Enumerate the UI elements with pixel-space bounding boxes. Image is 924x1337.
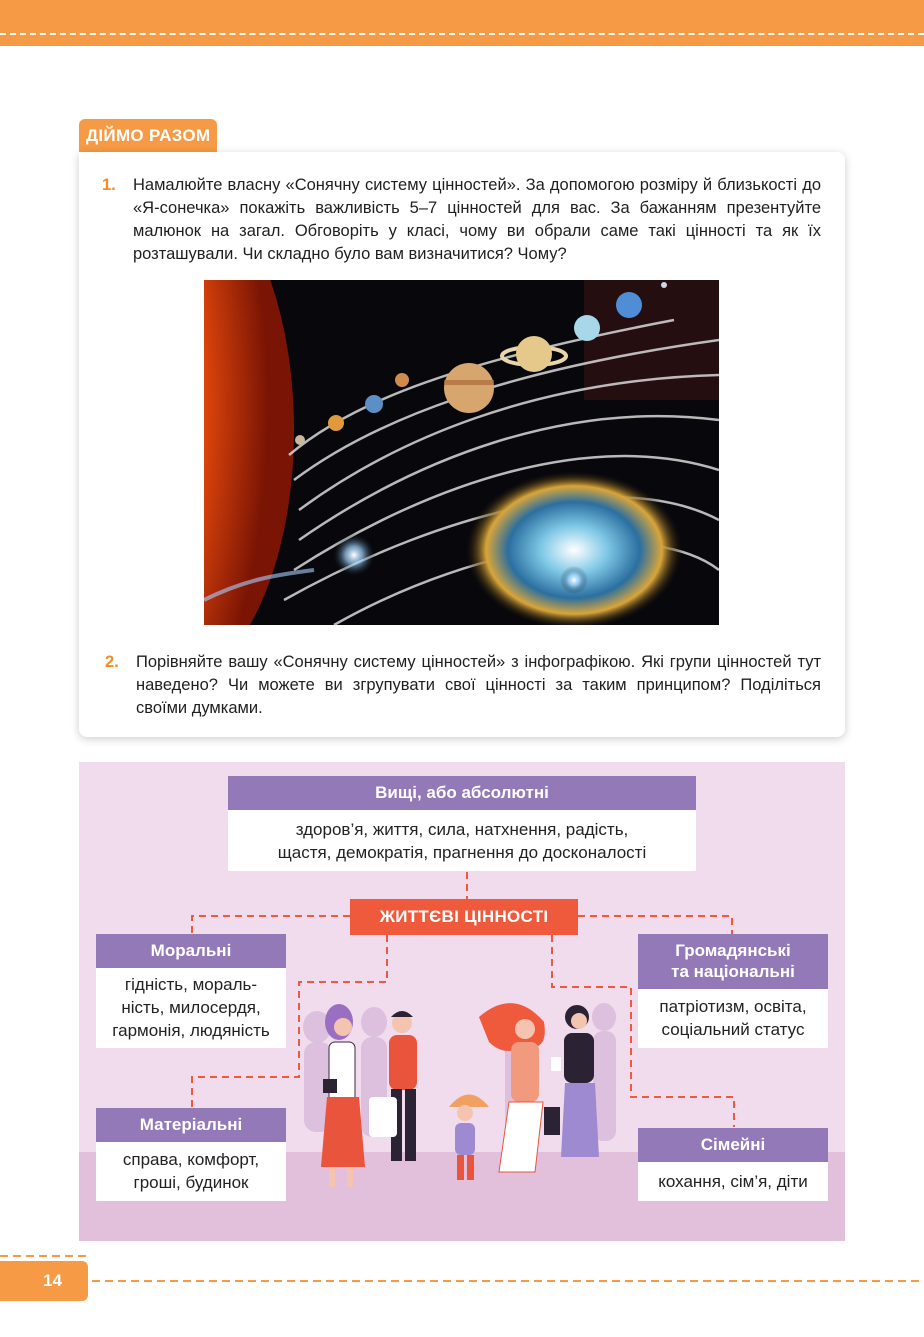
highest-values-line: здоров’я, життя, сила, натхнення, радість, <box>295 820 629 839</box>
task-2-number: 2. <box>105 653 119 671</box>
material-values-line: гроші, будинок <box>133 1173 249 1192</box>
highest-values-title: Вищі, або абсолютні <box>228 776 696 810</box>
material-values-title: Матеріальні <box>96 1108 286 1142</box>
civic-values-line: соціальний статус <box>661 1020 805 1039</box>
moral-values-line: ність, милосердя, <box>121 998 261 1017</box>
task-1-text: Намалюйте власну «Сонячну систему цінностей». За допомогою розміру й близькості до «Я-сонечка» покажіть важливість 5–7 цінностей для вас. За бажанням презентуйте малюнок на загал. Обговоріть у класі, чому ви обрали саме такі цінності та як їх розташували. Чи складно було вам визначитися? Чому? <box>133 176 821 263</box>
moral-values-line: гідність, мораль- <box>124 975 258 994</box>
family-values-line: кохання, сім’я, діти <box>658 1172 808 1191</box>
family-values-title: Сімейні <box>638 1128 828 1162</box>
highest-values-line: щастя, демократія, прагнення до досконалості <box>277 843 647 862</box>
material-values-line: справа, комфорт, <box>122 1150 260 1169</box>
civic-values-title-line: та національні <box>671 962 795 981</box>
page-number: 14 <box>43 1271 62 1290</box>
task-2-text: Порівняйте вашу «Сонячну систему цінностей» з інфографікою. Які групи цінностей тут наведено? Чи можете ви згрупувати свої цінності за таким принципом? Поділіться своїми думками. <box>136 653 821 717</box>
life-values-label: ЖИТТЄВІ ЦІННОСТІ <box>350 899 578 935</box>
civic-values-line: патріотизм, освіта, <box>659 997 807 1016</box>
section-tag: ДІЙМО РАЗОМ <box>79 119 217 153</box>
task-1-number: 1. <box>102 176 116 194</box>
civic-values-title-line: Громадянські <box>675 941 791 960</box>
moral-values-title: Моральні <box>96 934 286 968</box>
moral-values-line: гармонія, людяність <box>112 1021 270 1040</box>
